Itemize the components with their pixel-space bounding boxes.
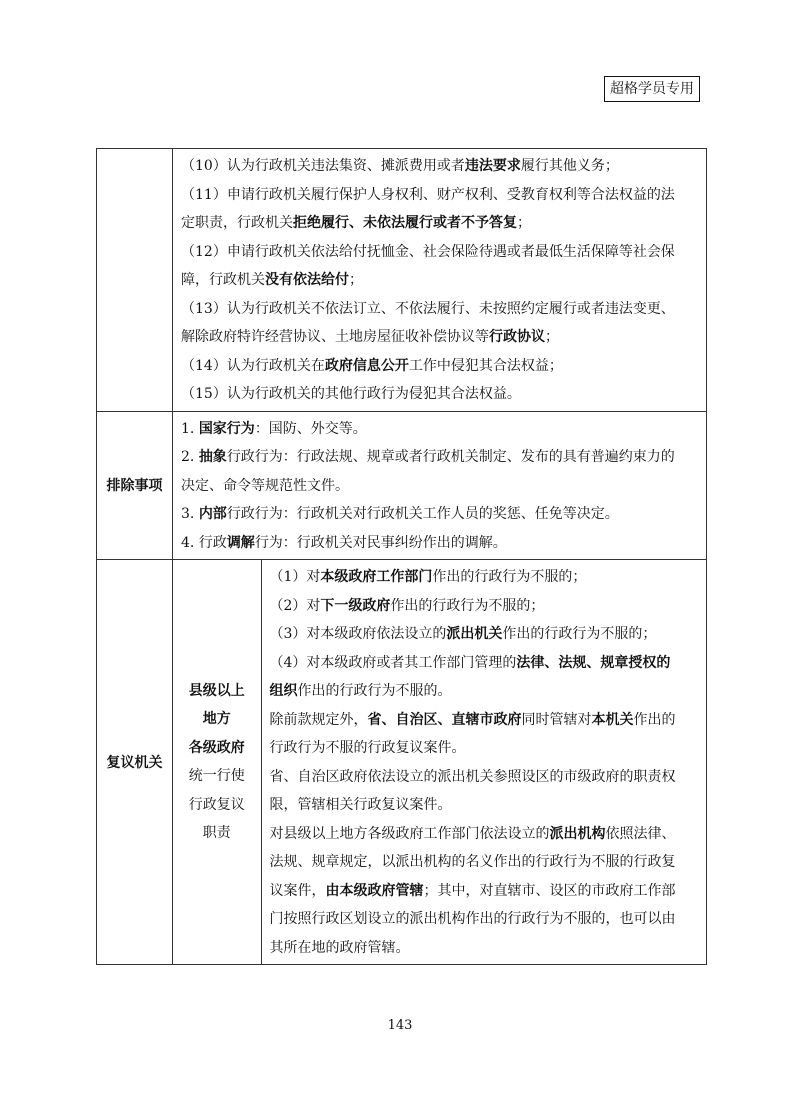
text-segment: ：国防、外交等。 [254, 420, 367, 437]
text-line [181, 415, 700, 444]
text-segment: 组织 [269, 683, 298, 699]
text-segment: 门按照行政区划设立的派出机构作出的行政行为不服的，也可以由 [269, 911, 676, 927]
table-row [97, 560, 707, 965]
text-segment: ； [517, 215, 531, 231]
text-segment: 履行其他义务； [520, 158, 619, 174]
text-segment: （12）申请行政机关依法给付抚恤金、社会保险待遇或者最低生活保障等社会保 [181, 243, 675, 260]
row3-label-cell: 复议机关 [97, 560, 173, 965]
text-line [270, 791, 702, 820]
text-segment: 行政行为：行政法规、规章或者行政机关制定、发布的具有普遍约束力的 [226, 449, 675, 465]
text-line [181, 295, 700, 324]
text-line [270, 848, 702, 877]
text-segment: 本级政府工作部门 [320, 569, 433, 585]
text-segment: 省、自治区政府依法设立的派出机关参照设区的市级政府的职责权 [269, 768, 676, 785]
row3-content-cell [173, 560, 707, 965]
text-segment: （3）对本级政府依法设立的 [269, 626, 447, 642]
row3-content-inner [261, 560, 707, 964]
row3-lines [262, 560, 708, 964]
text-line [270, 734, 702, 763]
text-segment: 派出机关 [446, 626, 503, 642]
sublabel-line: 统一行使 [188, 768, 245, 784]
text-segment: 工作中侵犯其合法权益； [408, 357, 563, 374]
text-segment: 依照法律、 [605, 825, 676, 842]
text-segment: 政府信息公开 [324, 357, 409, 374]
sublabel-line: 县级以上 [188, 682, 245, 699]
sublabel-line: 地方 [202, 711, 231, 727]
text-line [270, 905, 702, 934]
text-segment: 违法要求 [464, 158, 521, 174]
text-segment: 其所在地的政府管辖。 [269, 939, 410, 956]
text-line [181, 380, 700, 409]
text-segment: （11）申请行政机关履行保护人身权利、财产权利、受教育权利等合法权益的法 [181, 186, 675, 203]
sublabel-line: 行政复议 [188, 796, 245, 813]
text-segment: 限，管辖相关行政复议案件。 [269, 797, 452, 813]
text-segment: 对县级以上地方各级政府工作部门依法设立的 [269, 825, 550, 842]
text-line [270, 706, 702, 735]
text-line [270, 620, 702, 649]
text-line [270, 820, 702, 849]
text-segment: （10）认为行政机关违法集资、摊派费用或者 [181, 158, 465, 174]
text-line [181, 352, 700, 381]
text-line [181, 238, 700, 267]
text-segment: 省、自治区、直辖市政府 [367, 711, 522, 728]
text-segment: 定职责，行政机关 [181, 215, 293, 231]
sublabel-line: 各级政府 [188, 739, 245, 756]
text-segment: 行政协议 [489, 329, 545, 345]
text-line [270, 677, 702, 706]
usage-badge: 超格学员专用 [604, 76, 700, 102]
text-segment: 3. [181, 506, 199, 522]
text-line [270, 763, 702, 792]
text-segment: （4）对本级政府或者其工作部门管理的 [269, 654, 517, 671]
row1-content-cell [173, 149, 707, 412]
text-segment: 2. [181, 449, 199, 465]
text-segment: 决定、命令等规范性文件。 [181, 477, 349, 494]
table-row [97, 149, 707, 412]
text-line [270, 934, 702, 963]
text-segment: 拒绝履行、未依法履行或者不予答复 [293, 215, 517, 231]
text-segment: ；其中，对直辖市、设区的市政府工作部 [423, 882, 676, 899]
content-table [96, 148, 707, 965]
text-segment: ； [545, 329, 559, 345]
text-segment: （15）认为行政机关的其他行政行为侵犯其合法权益。 [181, 386, 521, 402]
text-segment: 没有依法给付 [265, 272, 349, 288]
row2-label-cell: 排除事项 [97, 411, 173, 560]
text-line [181, 443, 700, 472]
text-segment: 由本级政府管辖 [325, 882, 424, 899]
text-line [181, 500, 700, 529]
text-line [270, 563, 702, 592]
text-segment: 作出的 [633, 711, 676, 728]
text-segment: 障，行政机关 [181, 272, 265, 288]
text-segment: 同时管辖对 [521, 711, 592, 728]
text-line [181, 152, 700, 181]
text-segment: 下一级政府 [320, 597, 391, 614]
text-line [270, 649, 702, 678]
text-segment: 4. 行政 [181, 534, 227, 551]
text-segment: （14）认为行政机关在 [181, 357, 325, 374]
text-line [181, 266, 700, 295]
text-segment: 作出的行政行为不服的； [432, 569, 587, 585]
text-segment: 调解 [226, 534, 255, 551]
row2-content-cell [173, 411, 707, 560]
row1-lines [173, 149, 706, 411]
text-segment: 除前款规定外， [269, 711, 368, 728]
text-segment: 行政行为不服的行政复议案件。 [269, 740, 466, 756]
text-line [270, 592, 702, 621]
text-segment: 派出机构 [549, 825, 606, 842]
text-line [181, 529, 700, 558]
text-segment: 本机关 [591, 711, 634, 728]
sublabel-line: 职责 [202, 825, 231, 841]
text-line [181, 209, 700, 238]
row3-sublabel-cell [173, 560, 261, 964]
text-line [181, 323, 700, 352]
text-segment: 抽象 [198, 449, 227, 465]
text-segment: 行政行为：行政机关对行政机关工作人员的奖惩、任免等决定。 [226, 506, 619, 522]
text-segment: ； [349, 272, 363, 288]
text-line [181, 472, 700, 501]
text-segment: 作出的行政行为不服的。 [297, 683, 452, 699]
text-segment: 解除政府特许经营协议、土地房屋征收补偿协议等 [181, 329, 489, 345]
text-segment: （2）对 [269, 597, 321, 614]
text-segment: 1. [181, 420, 199, 437]
text-segment: 作出的行政行为不服的； [502, 626, 657, 642]
text-segment: 行为：行政机关对民事纠纷作出的调解。 [254, 534, 507, 551]
text-segment: 法规、规章规定，以派出机构的名义作出的行政行为不服的行政复 [269, 854, 676, 870]
text-segment: 国家行为 [198, 420, 255, 437]
text-segment: （13）认为行政机关不依法订立、不依法履行、未按照约定履行或者违法变更、 [181, 300, 675, 317]
text-line [181, 181, 700, 210]
row3-subtable [173, 560, 707, 964]
text-segment: （1）对 [269, 569, 321, 585]
text-segment: 作出的行政行为不服的； [390, 597, 545, 614]
row1-label-cell [97, 149, 173, 412]
row2-lines [173, 412, 706, 560]
text-line [270, 877, 702, 906]
text-segment: 议案件， [269, 882, 326, 899]
table-row [97, 411, 707, 560]
text-segment: 法律、法规、规章授权的 [516, 654, 671, 671]
text-segment: 内部 [198, 506, 227, 522]
page-number: 143 [387, 1018, 413, 1033]
